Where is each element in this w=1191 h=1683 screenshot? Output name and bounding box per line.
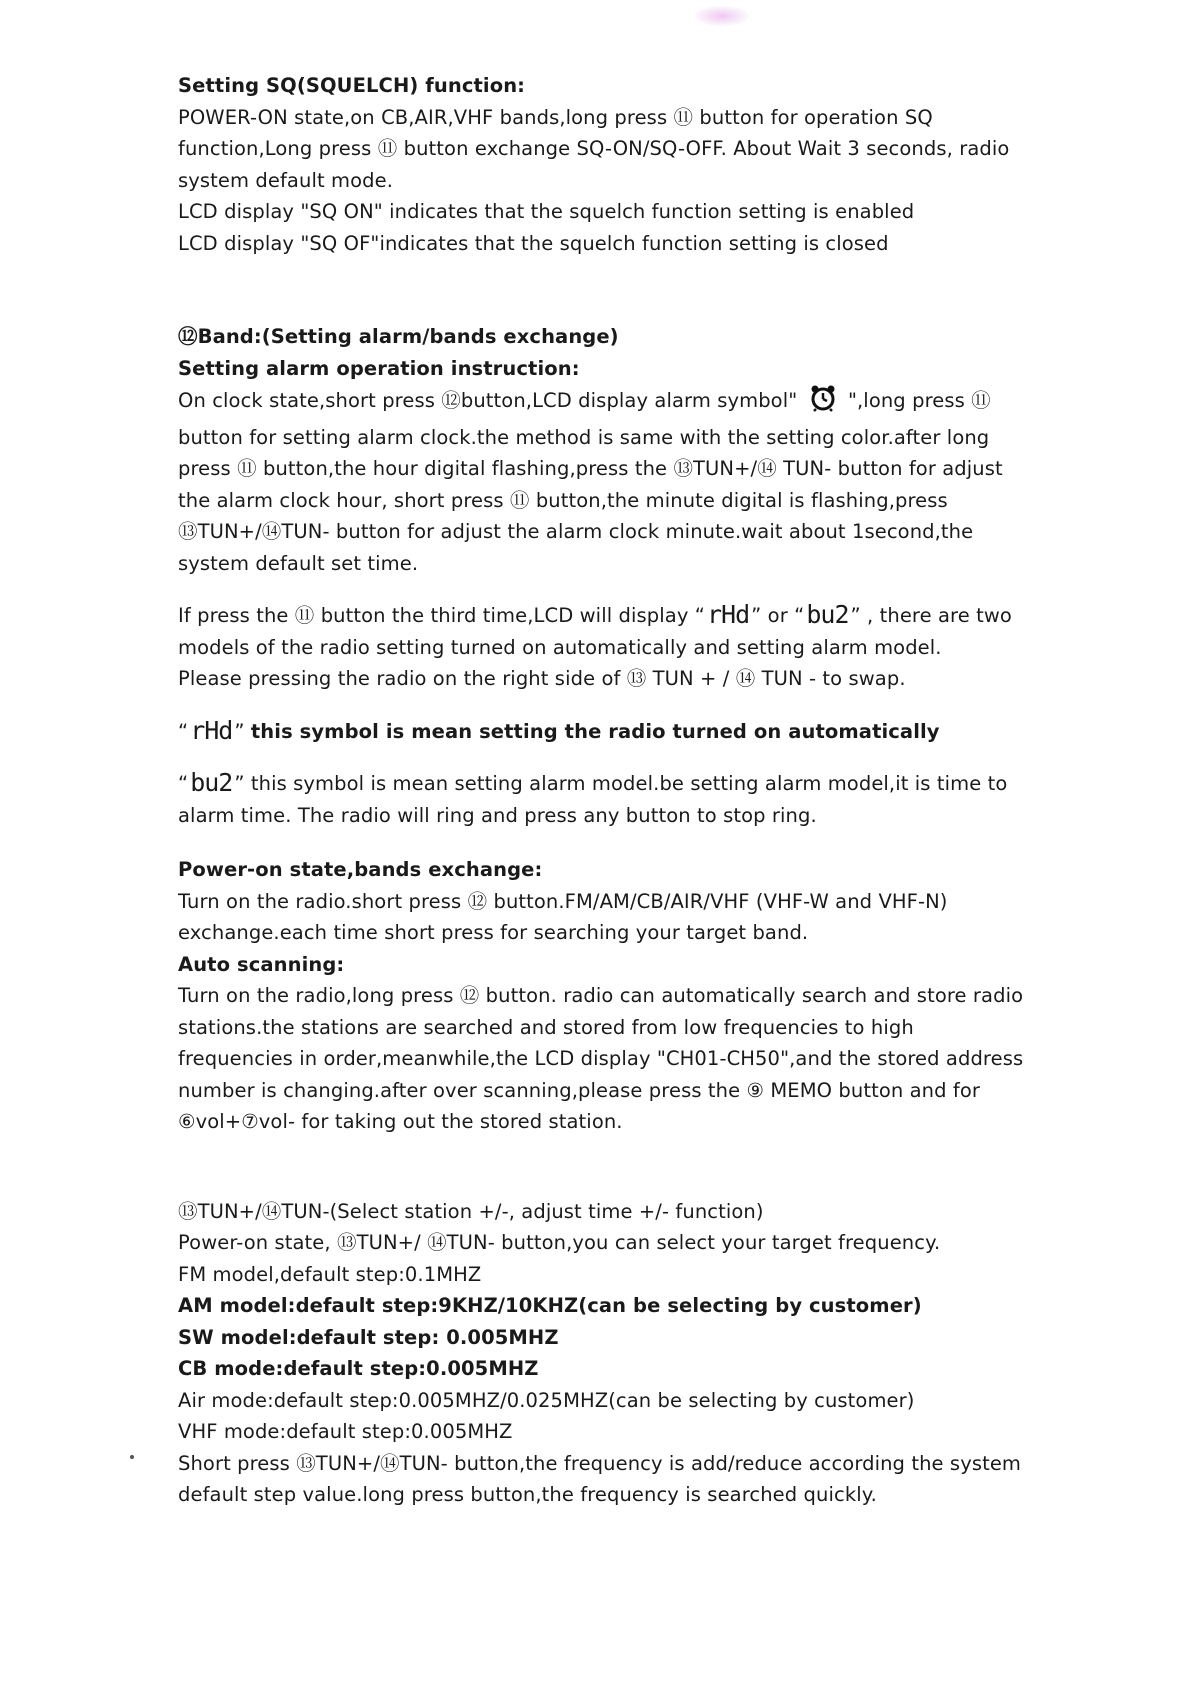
vhf-step-line: VHF mode:default step:0.005MHZ [178,1420,513,1443]
rhd-lcd-glyph: rHd [707,600,750,629]
auto-paragraph: Turn on the radio,long press ⑫ button. radio can automatically search and store radio stations.the stations are searched and stored from low frequencies to high frequencies in order,meanwhile,the LCD display "CH01-CH50",and the stored address number is changing.after over scanning,please press the ⑨ MEMO button and for ⑥vol+⑦vol- for taking out the stored station. [178,984,1024,1133]
swap-line: Please pressing the radio on the right side of ⑬ TUN + / ⑭ TUN - to swap. [178,667,906,690]
alarm-subheading: Setting alarm operation instruction: [178,356,580,380]
short-press-paragraph: Short press ⑬TUN+/⑭TUN- button,the frequency is add/reduce according the system default step value.long press button,the frequency is searched quickly. [178,1451,1022,1506]
rhd-lcd-glyph-2: rHd [190,715,233,745]
cb-step-line: CB mode:default step:0.005MHZ [178,1357,539,1380]
quote-open: “ [694,604,705,627]
rhd-description [178,715,1033,748]
bu2-lcd-glyph-2: bu2 [190,768,233,797]
sq-heading: Setting SQ(SQUELCH) function: [178,74,526,97]
alarm-clock-icon [810,384,836,422]
power-paragraph: Turn on the radio.short press ⑫ button.FM/AM/CB/AIR/VHF (VHF-W and VHF-N) exchange.each time short press for searching your target band. [178,889,948,944]
quote-open-3: “ [178,719,189,743]
quote-close: ” [751,604,762,627]
quote-open-4: “ [178,772,189,795]
auto-heading: Auto scanning: [178,952,345,976]
band-heading: ⑫Band:(Setting alarm/bands exchange) [178,325,619,348]
air-step-line: Air mode:default step:0.005MHZ/0.025MHZ(can be selecting by customer) [178,1388,915,1412]
tun-heading: ⑬TUN+/⑭TUN-(Select station +/-, adjust time +/- function) [178,1199,764,1223]
alarm-text-a: On clock state,short press ⑫button,LCD display alarm symbol" [178,389,798,412]
fm-step-line: FM model,default step:0.1MHZ [178,1262,482,1286]
alarm-text-b: ",long press ⑪ button for setting alarm clock.the method is same with the setting color.after long press ⑪ button,the hour digital flashing,press the ⑬TUN+/⑭ TUN- button for adjust the alarm clock hour, short press ⑪ button,the minute digital is flashing,press ⑬TUN+/⑭TUN- button for adjust the alarm clock minute.wait about 1second,the system default set time. [178,389,1003,575]
tun-select-line: Power-on state, ⑬TUN+/ ⑭TUN- button,you can select your target frequency. [178,1231,941,1254]
power-heading: Power-on state,bands exchange: [178,858,543,881]
bu2-description [178,767,1033,831]
or-text: or [767,604,788,627]
alarm-paragraph [178,384,1033,579]
quote-open-2: “ [794,604,805,627]
bu2-lcd-glyph: bu2 [806,600,849,629]
sq-on-line: LCD display "SQ ON" indicates that the squelch function setting is enabled [178,200,915,223]
quote-close-2: ” [850,604,861,627]
sq-paragraph: POWER-ON state,on CB,AIR,VHF bands,long press ⑪ button for operation SQ function,Long press ⑪ button exchange SQ-ON/SQ-OFF. About Wait 3 seconds, radio system default mode. [178,105,1010,192]
ink-blot [695,6,749,26]
am-step-line: AM model:default step:9KHZ/10KHZ(can be selecting by customer) [178,1294,922,1317]
third-press-text: If press the ⑪ button the third time,LCD will display [178,604,689,627]
bu2-description-text: this symbol is mean setting alarm model.be setting alarm model,it is time to alarm time. The radio will ring and press any button to stop ring. [178,772,1008,827]
quote-close-3: ” [234,719,245,743]
third-press-text-b: , there are two models of the radio setting turned on automatically and setting alarm model. [178,604,1012,659]
rhd-description-text: this symbol is mean setting the radio turned on automatically [250,719,940,743]
sw-step-line: SW model:default step: 0.005MHZ [178,1325,559,1349]
page-content [178,70,1033,1511]
third-press-paragraph [178,599,1033,663]
sq-off-line: LCD display "SQ OF"indicates that the squelch function setting is closed [178,231,889,255]
scan-speck [130,1455,134,1459]
quote-close-4: ” [234,772,245,795]
